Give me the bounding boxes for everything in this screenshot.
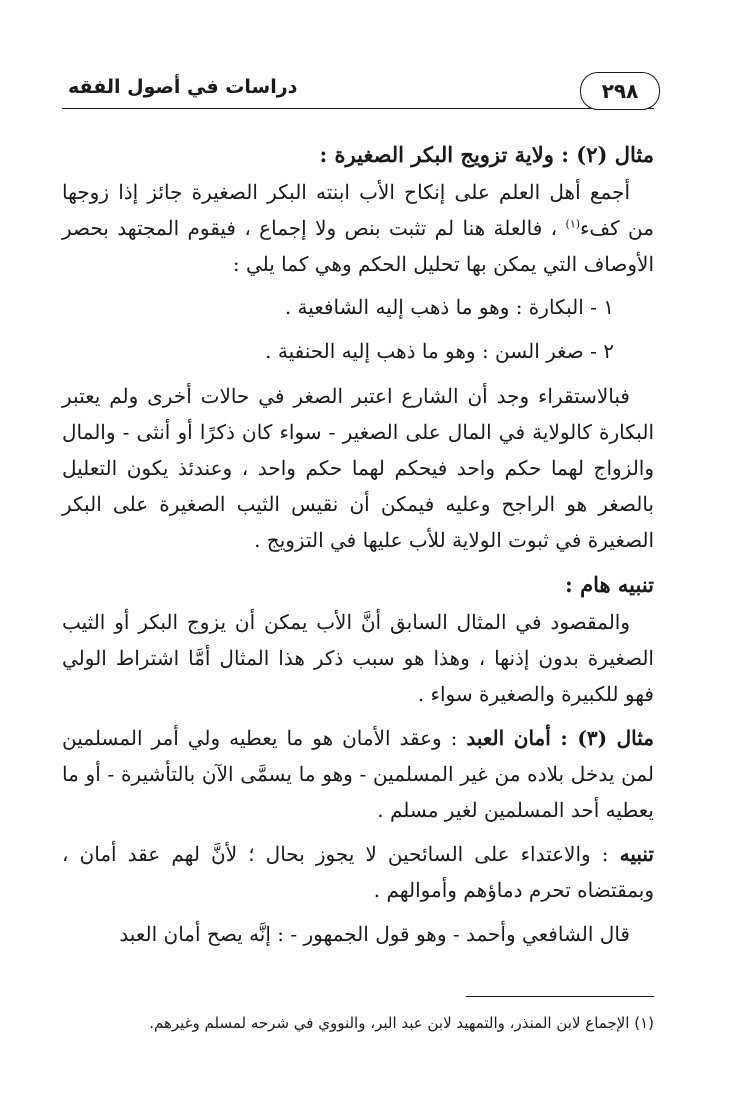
paragraph-notice-tourists <box>62 836 654 908</box>
notice-tourists-text: : والاعتداء على السائحين لا يجوز بحال ؛ لأنَّ لهم عقد أمان ، وبمقتضاه تحرم دماؤهم وأموالهم . <box>62 842 654 902</box>
list-item-virginity: ١ - البكارة : وهو ما ذهب إليه الشافعية . <box>284 295 614 319</box>
list-item-young-age: ٢ - صغر السن : وهو ما ذهب إليه الحنفية . <box>265 339 614 363</box>
footnote-reference[interactable]: (١) <box>565 217 581 231</box>
page-body <box>62 136 654 952</box>
header-divider <box>62 108 654 109</box>
paragraph-intended-meaning <box>62 604 654 712</box>
notice-label: تنبيه <box>619 842 654 866</box>
paragraph-shafii-ahmad <box>62 916 654 952</box>
running-header <box>62 70 654 122</box>
paragraph-induction <box>62 378 654 558</box>
paragraph-induction-text: فبالاستقراء وجد أن الشارع اعتبر الصغر في حالات أخرى ولم يعتبر البكارة كالولاية في المال على الصغير - سواء كان ذكرًا أو أنثى - والمال والزواج لهما حكم واحد فيحكم لهما حكم واحد ، وعندئذ يكون التعليل بالصغر هو الراجح وعليه فيمكن أن نقيس الثيب الصغيرة على البكر الصغيرة في ثبوت الولاية للأب عليها في التزويج . <box>62 384 654 552</box>
paragraph-consensus-continuation: ، فالعلة هنا لم تثبت بنص ولا إجماع ، فيقوم المجتهد بحصر الأوصاف التي يمكن بها تحليل الحكم وهي كما يلي : <box>62 216 654 276</box>
book-title: دراسات في أصول الفقه <box>68 76 298 98</box>
paragraph-consensus-text: أجمع أهل العلم على إنكاح الأب ابنته البكر الصغيرة جائز إذا زوجها من كفء <box>62 180 654 240</box>
footnote-divider <box>466 996 654 997</box>
paragraph-example-3 <box>62 720 654 828</box>
paragraph-shafii-ahmad-text: قال الشافعي وأحمد - وهو قول الجمهور - : إنَّه يصح أمان العبد <box>119 922 630 946</box>
book-page <box>62 70 654 1080</box>
paragraph-intended-meaning-text: والمقصود في المثال السابق أنَّ الأب يمكن أن يزوج البكر أو الثيب الصغيرة بدون إذنها ، وهذا هو سبب ذكر هذا المثال أمَّا اشتراط الولي فهو للكبيرة والصغيرة سواء . <box>62 610 654 706</box>
example-3-label: مثال (٣) : أمان العبد <box>466 726 654 750</box>
footnote-text: (١) الإجماع لابن المنذر، والتمهيد لابن عبد البر، والنووي في شرحه لمسلم وغيرهم. <box>149 1014 654 1032</box>
paragraph-consensus <box>62 174 654 282</box>
example-2-heading: مثال (٢) : ولاية تزويج البكر الصغيرة : <box>319 142 654 167</box>
example-3-text: : وعقد الأمان هو ما يعطيه ولي أمر المسلمين لمن يدخل بلاده من غير المسلمين - وهو ما يسمَّى الآن بالتأشيرة - أو ما يعطيه أحد المسلمين لغير مسلم . <box>62 726 654 822</box>
important-notice-heading: تنبيه هام : <box>565 572 654 597</box>
page-number-badge: ٢٩٨ <box>580 72 660 110</box>
